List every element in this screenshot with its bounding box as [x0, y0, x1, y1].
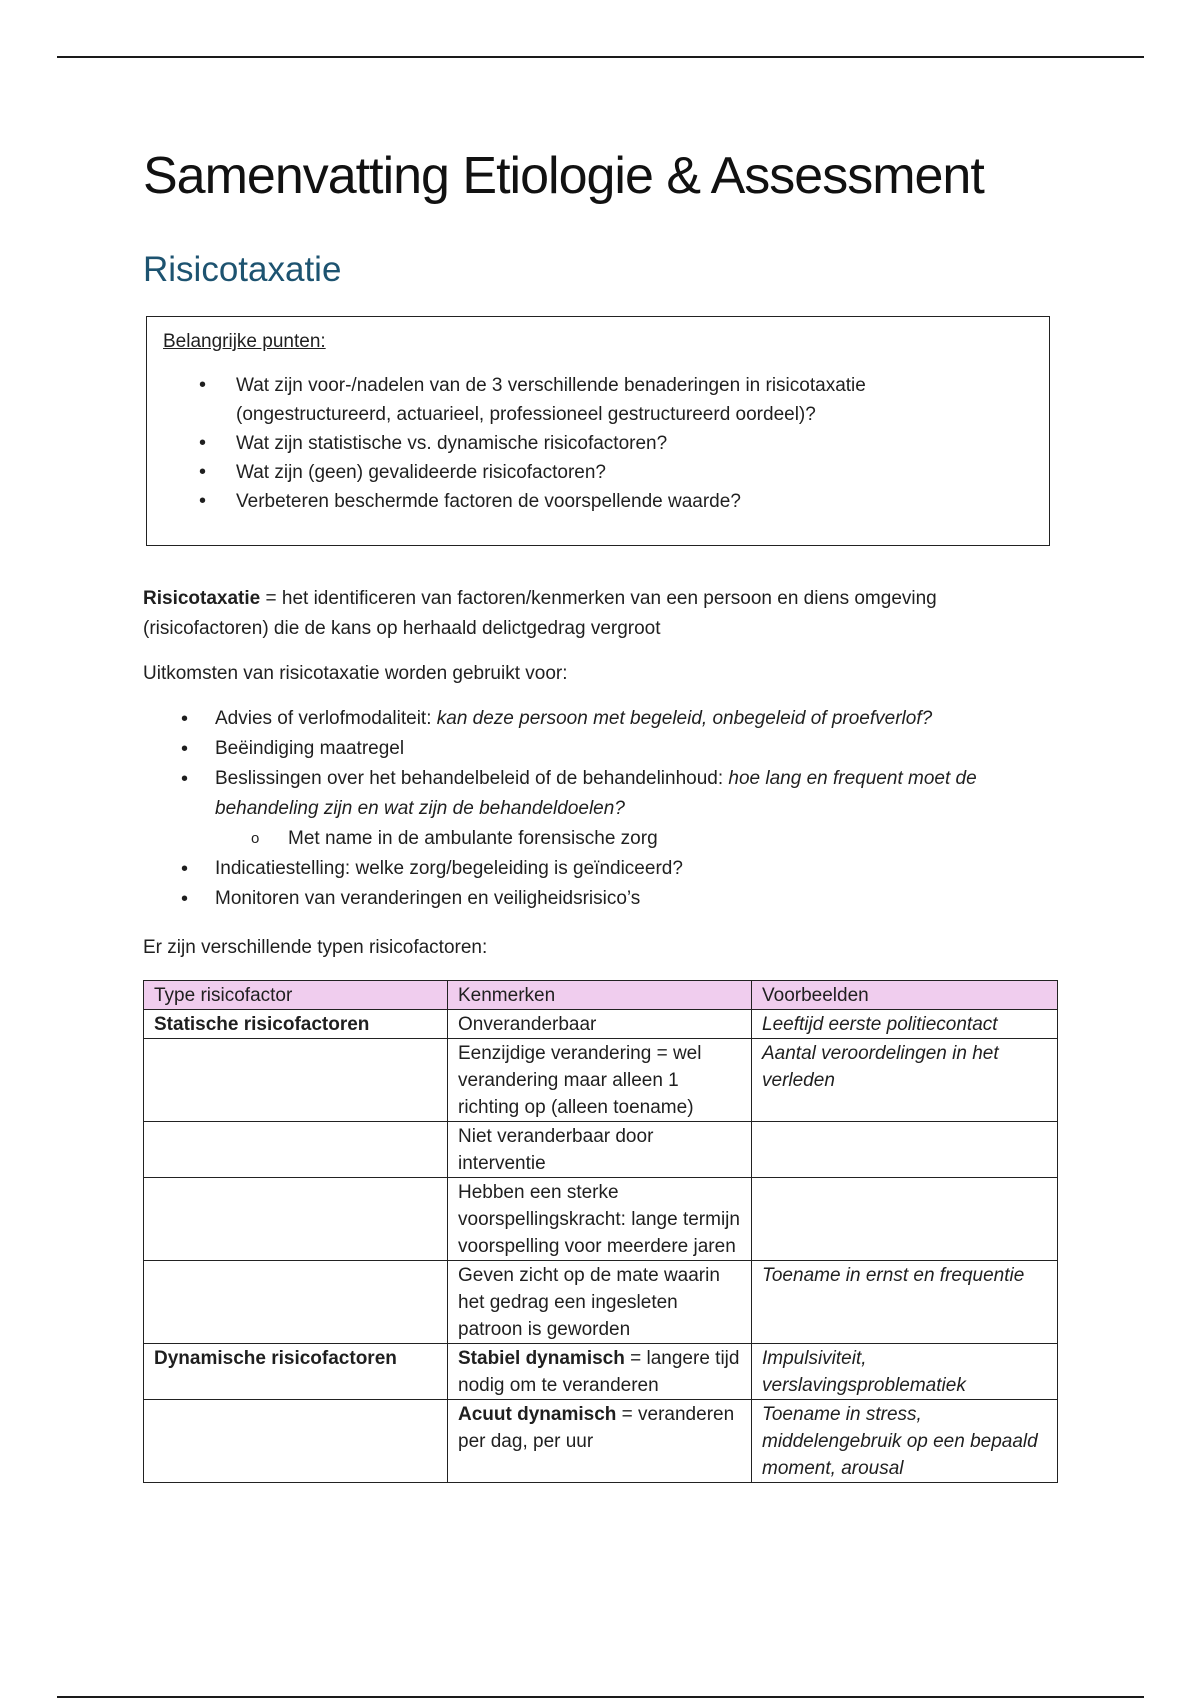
cell-voorbeeld: Toename in ernst en frequentie	[752, 1261, 1058, 1344]
table-row	[144, 1039, 1058, 1122]
cell-kenmerk-text: = langere tijd nodig om te veranderen	[458, 1348, 740, 1396]
table-row	[144, 1122, 1058, 1178]
top-rule	[57, 56, 1144, 58]
cell-kenmerk: Hebben een sterke voorspellingskracht: lange termijn voorspelling voor meerdere jaren	[448, 1178, 752, 1261]
column-header-type: Type risicofactor	[144, 981, 448, 1010]
use-item-advies	[143, 704, 1068, 734]
table-row	[144, 1261, 1058, 1344]
uses-intro: Uitkomsten van risicotaxatie worden gebruikt voor:	[143, 663, 568, 684]
column-header-voorbeelden: Voorbeelden	[752, 981, 1058, 1010]
cell-kenmerk: Geven zicht op de mate waarin het gedrag een ingesleten patroon is geworden	[448, 1261, 752, 1344]
cell-type	[144, 1400, 448, 1483]
key-points-box	[146, 316, 1050, 546]
cell-voorbeeld	[752, 1178, 1058, 1261]
cell-type	[144, 1122, 448, 1178]
use-item-emphasis: kan deze persoon met begeleid, onbegeleid of proefverlof?	[436, 708, 933, 729]
key-point-item: • Verbeteren beschermde factoren de voorspellende waarde?	[147, 487, 956, 516]
cell-kenmerk	[448, 1344, 752, 1400]
cell-kenmerk-term: Acuut dynamisch	[458, 1404, 617, 1425]
use-item-emphasis: hoe lang en frequent moet de behandeling zijn en wat zijn de behandeldoelen?	[215, 768, 977, 819]
use-subitem-ambulant: o Met name in de ambulante forensische zorg	[143, 824, 1068, 854]
cell-type	[144, 1261, 448, 1344]
cell-kenmerk: Niet veranderbaar door interventie	[448, 1122, 752, 1178]
use-item-beslissingen	[143, 764, 1068, 824]
cell-kenmerk	[448, 1400, 752, 1483]
definition-paragraph	[143, 584, 1043, 644]
use-item-text: Beslissingen over het behandelbeleid of de behandelinhoud:	[215, 768, 729, 789]
cell-voorbeeld	[752, 1122, 1058, 1178]
key-points-label: Belangrijke punten:	[163, 331, 326, 352]
use-item-indicatie: • Indicatiestelling: welke zorg/begeleiding is geïndiceerd?	[143, 854, 1068, 884]
table-header-row	[144, 981, 1058, 1010]
cell-voorbeeld: Leeftijd eerste politiecontact	[752, 1010, 1058, 1039]
cell-type	[144, 1178, 448, 1261]
document-title: Samenvatting Etiologie & Assessment	[143, 147, 984, 205]
key-point-item: • Wat zijn voor-/nadelen van de 3 verschillende benaderingen in risicotaxatie (ongestructureerd, actuarieel, professioneel gestructureerd oordeel)?	[147, 371, 956, 429]
table-row	[144, 1010, 1058, 1039]
cell-kenmerk: Onveranderbaar	[448, 1010, 752, 1039]
definition-text: = het identificeren van factoren/kenmerken van een persoon en diens omgeving (risicofactoren) die de kans op herhaald delictgedrag vergroot	[143, 588, 937, 639]
cell-voorbeeld: Aantal veroordelingen in het verleden	[752, 1039, 1058, 1122]
cell-kenmerk-text: = veranderen per dag, per uur	[458, 1404, 735, 1452]
section-heading: Risicotaxatie	[143, 250, 342, 289]
uses-list	[143, 704, 1068, 914]
risk-factor-table	[143, 980, 1058, 1483]
cell-voorbeeld: Impulsiviteit, verslavingsproblematiek	[752, 1344, 1058, 1400]
cell-type	[144, 1039, 448, 1122]
key-point-item: • Wat zijn (geen) gevalideerde risicofactoren?	[147, 458, 956, 487]
cell-kenmerk: Eenzijdige verandering = wel verandering maar alleen 1 richting op (alleen toename)	[448, 1039, 752, 1122]
key-points-list	[147, 371, 1047, 516]
table-row	[144, 1178, 1058, 1261]
table-row	[144, 1400, 1058, 1483]
cell-voorbeeld: Toename in stress, middelengebruik op een bepaald moment, arousal	[752, 1400, 1058, 1483]
use-item-beeindiging: • Beëindiging maatregel	[143, 734, 1068, 764]
cell-type: Statische risicofactoren	[144, 1010, 448, 1039]
definition-term: Risicotaxatie	[143, 588, 261, 609]
bottom-rule	[57, 1696, 1144, 1698]
column-header-kenmerken: Kenmerken	[448, 981, 752, 1010]
use-item-text: Advies of verlofmodaliteit:	[215, 708, 437, 729]
table-row	[144, 1344, 1058, 1400]
cell-kenmerk-term: Stabiel dynamisch	[458, 1348, 625, 1369]
key-point-item: • Wat zijn statistische vs. dynamische risicofactoren?	[147, 429, 956, 458]
use-item-monitoren: • Monitoren van veranderingen en veiligheidsrisico’s	[143, 884, 1068, 914]
types-intro: Er zijn verschillende typen risicofactoren:	[143, 937, 488, 958]
cell-type: Dynamische risicofactoren	[144, 1344, 448, 1400]
